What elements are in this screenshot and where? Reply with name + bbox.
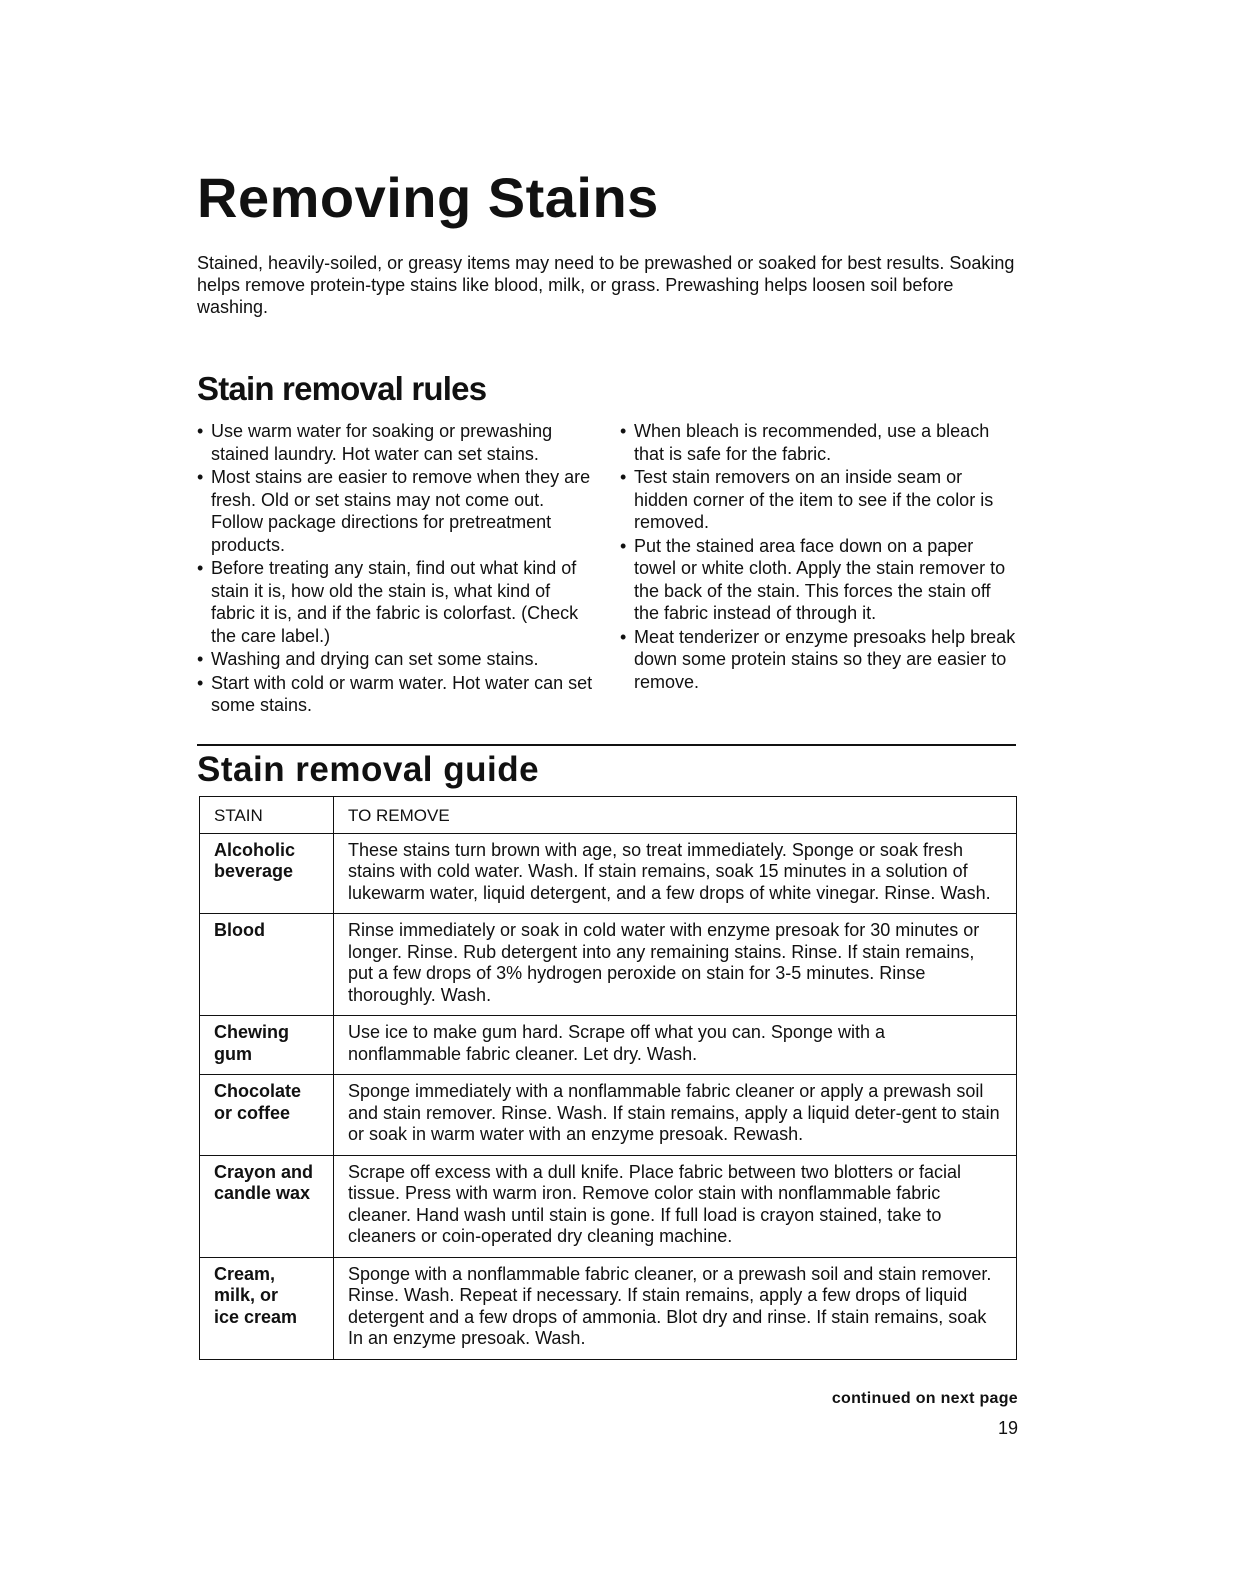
continued-note: continued on next page — [831, 1390, 1018, 1407]
rule-item — [197, 420, 597, 465]
page-title: Removing Stains — [197, 166, 659, 229]
rule-text: Washing and drying can set some stains. — [211, 649, 539, 669]
rule-item — [197, 648, 597, 671]
bullet-icon: • — [197, 649, 204, 669]
remove-instructions-cell: Sponge immediately with a nonflammable fabric cleaner or apply a prewash soil and stain remover. Rinse. Wash. If stain remains, apply a liquid deter-gent to stain or soak in warm water with an enzyme presoak. Rewash. — [334, 1075, 1017, 1156]
column-header-stain: STAIN — [200, 797, 334, 834]
bullet-icon: • — [620, 467, 627, 487]
stain-name-cell: Alcoholic beverage — [200, 833, 334, 914]
bullet-icon: • — [197, 421, 204, 441]
bullet-icon: • — [197, 672, 204, 693]
rules-list-left — [197, 420, 597, 718]
stain-removal-table — [199, 796, 1017, 1360]
rule-item — [197, 557, 597, 647]
table-row — [200, 1075, 1017, 1156]
table-row — [200, 1016, 1017, 1075]
rule-item — [197, 672, 597, 717]
remove-instructions-cell: These stains turn brown with age, so treat immediately. Sponge or soak fresh stains with cold water. Wash. If stain remains, soak 15 minutes in a solution of lukewarm water, liquid detergent, and a few drops of white vinegar. Rinse. Wash. — [334, 833, 1017, 914]
table-row — [200, 1155, 1017, 1257]
rule-item — [620, 466, 1020, 534]
stain-name-cell: Chocolate or coffee — [200, 1075, 334, 1156]
stain-name-cell: Blood — [200, 914, 334, 1016]
rule-text: Put the stained area face down on a paper towel or white cloth. Apply the stain remover to the back of the stain. This forces the stain off the fabric instead of through it. — [634, 535, 1006, 623]
rule-text: Before treating any stain, find out what kind of stain it is, how old the stain is, what kind of fabric it is, and if the fabric is colorfast. (Check the care label.) — [211, 558, 579, 646]
rule-text: Use warm water for soaking or prewashing stained laundry. Hot water can set stains. — [211, 421, 553, 464]
section-divider — [197, 744, 1016, 746]
bullet-icon: • — [620, 535, 627, 556]
rules-list-right — [620, 420, 1020, 694]
column-header-to-remove: TO REMOVE — [334, 797, 1017, 834]
remove-instructions-cell: Use ice to make gum hard. Scrape off what you can. Sponge with a nonflammable fabric cleaner. Let dry. Wash. — [334, 1016, 1017, 1075]
table-row — [200, 914, 1017, 1016]
bullet-icon: • — [197, 467, 204, 487]
rule-item — [620, 420, 1020, 465]
table-header-row — [200, 797, 1017, 834]
bullet-icon: • — [620, 626, 627, 647]
table-row — [200, 833, 1017, 914]
remove-instructions-cell: Rinse immediately or soak in cold water with enzyme presoak for 30 minutes or longer. Rinse. Rub detergent into any remaining stains. Rinse. If stain remains, put a few drops of 3% hydrogen peroxide on stain for 3-5 minutes. Rinse thoroughly. Wash. — [334, 914, 1017, 1016]
intro-paragraph: Stained, heavily-soiled, or greasy items may need to be prewashed or soaked for best results. Soaking helps remove protein-type stains like blood, milk, or grass. Prewashing helps loosen soil before washing. — [197, 253, 1015, 317]
stain-name-cell: Cream, milk, or ice cream — [200, 1257, 334, 1359]
rule-text: When bleach is recommended, use a bleach that is safe for the fabric. — [634, 421, 990, 464]
page-number: 19 — [997, 1418, 1018, 1438]
rule-text: Test stain removers on an inside seam or hidden corner of the item to see if the color is removed. — [634, 467, 994, 532]
rules-heading: Stain removal rules — [197, 370, 487, 407]
remove-instructions-cell: Sponge with a nonflammable fabric cleaner, or a prewash soil and stain remover. Rinse. Wash. Repeat if necessary. If stain remains, apply a few drops of liquid detergent and a few drops of ammonia. Blot dry and rinse. If stain remains, soak In an enzyme presoak. Wash. — [334, 1257, 1017, 1359]
rule-text: Start with cold or warm water. Hot water can set some stains. — [211, 672, 593, 715]
rule-text: Most stains are easier to remove when they are fresh. Old or set stains may not come out. Follow package directions for pretreatment products. — [211, 467, 591, 555]
rule-text: Meat tenderizer or enzyme presoaks help break down some protein stains so they are easier to remove. — [634, 626, 1016, 692]
bullet-icon: • — [620, 421, 627, 441]
stain-name-cell: Chewing gum — [200, 1016, 334, 1075]
guide-heading: Stain removal guide — [197, 750, 540, 789]
rule-item — [620, 535, 1020, 625]
rule-item — [620, 626, 1020, 694]
remove-instructions-cell: Scrape off excess with a dull knife. Place fabric between two blotters or facial tissue. Press with warm iron. Remove color stain with nonflammable fabric cleaner. Hand wash until stain is gone. If full load is crayon stained, take to cleaners or coin-operated dry cleaning machine. — [334, 1155, 1017, 1257]
stain-name-cell: Crayon and candle wax — [200, 1155, 334, 1257]
rule-item — [197, 466, 597, 556]
bullet-icon: • — [197, 558, 204, 578]
table-row — [200, 1257, 1017, 1359]
